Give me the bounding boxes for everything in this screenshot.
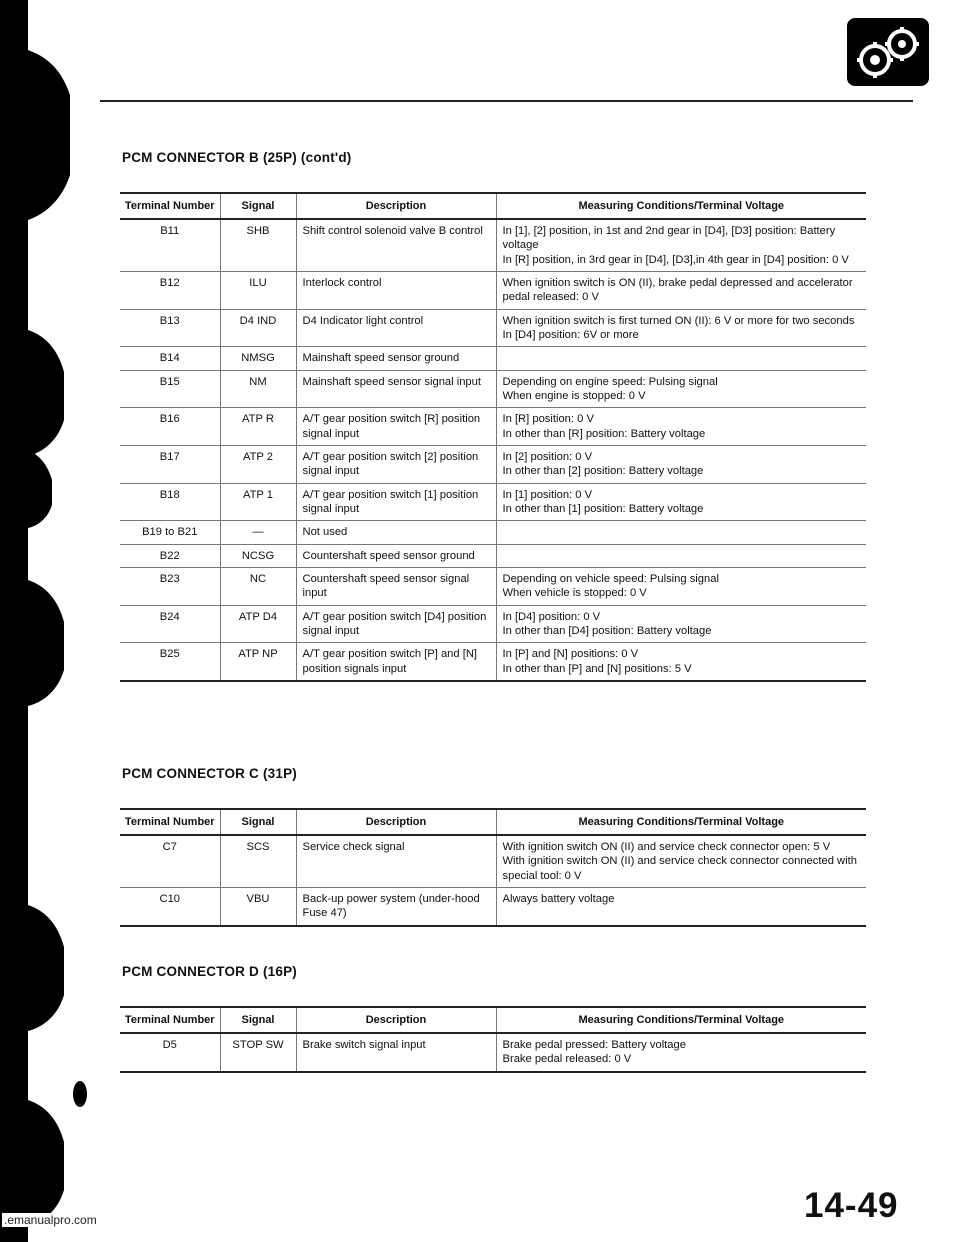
table-row (120, 567, 866, 605)
watermark-url: .emanualpro.com (4, 1213, 97, 1227)
conditions-cell (496, 1033, 866, 1072)
condition-line: In other than [1] position: Battery voltage (502, 503, 704, 515)
condition-line: Brake pedal released: 0 V (502, 1053, 632, 1066)
table-row (120, 309, 866, 347)
table-row (120, 521, 866, 544)
transmission-gear-icon (847, 18, 929, 86)
signal-cell: D4 IND (220, 309, 296, 347)
conditions-cell (496, 521, 866, 544)
condition-line: In other than [P] and [N] positions: 5 V (502, 662, 692, 675)
condition-line: With ignition switch ON (II) and service check connector open: 5 V (502, 841, 831, 854)
conditions-cell (496, 888, 866, 926)
condition-line: Depending on engine speed: Pulsing signal (502, 375, 718, 388)
col-signal: Signal (220, 1007, 296, 1033)
description-cell: D4 Indicator light control (296, 309, 496, 347)
condition-line: In [P] and [N] positions: 0 V (502, 648, 639, 661)
conditions-cell (496, 272, 866, 310)
terminal-number-cell: B25 (120, 643, 220, 681)
table-row (120, 272, 866, 310)
col-description: Description (296, 809, 496, 835)
table-row (120, 370, 866, 408)
col-terminal-number: Terminal Number (120, 1007, 220, 1033)
signal-cell: ATP 2 (220, 446, 296, 484)
header-rule (100, 100, 913, 102)
col-description: Description (296, 193, 496, 219)
description-cell: Brake switch signal input (296, 1033, 496, 1072)
col-description: Description (296, 1007, 496, 1033)
signal-cell: SCS (220, 835, 296, 887)
conditions-cell (496, 347, 866, 370)
table-row (120, 643, 866, 681)
connector-d-table (120, 1006, 866, 1073)
terminal-number-cell: B24 (120, 605, 220, 643)
col-conditions: Measuring Conditions/Terminal Voltage (496, 809, 866, 835)
description-cell: A/T gear position switch [2] position signal input (296, 446, 496, 484)
terminal-number-cell: B19 to B21 (120, 521, 220, 544)
description-cell: Back-up power system (under-hood Fuse 47) (296, 888, 496, 926)
description-cell: Mainshaft speed sensor ground (296, 347, 496, 370)
signal-cell: NCSG (220, 544, 296, 567)
description-cell: Not used (296, 521, 496, 544)
conditions-cell (496, 309, 866, 347)
col-conditions: Measuring Conditions/Terminal Voltage (496, 193, 866, 219)
table-row (120, 446, 866, 484)
terminal-number-cell: C10 (120, 888, 220, 926)
description-cell: Countershaft speed sensor ground (296, 544, 496, 567)
terminal-number-cell: B16 (120, 408, 220, 446)
condition-line: In [D4] position: 6V or more (502, 329, 639, 342)
table-row (120, 483, 866, 521)
terminal-number-cell: B22 (120, 544, 220, 567)
signal-cell: NM (220, 370, 296, 408)
terminal-number-cell: D5 (162, 1039, 177, 1052)
condition-line: In [1], [2] position, in 1st and 2nd gear in [D4], [D3] position: Battery voltage (502, 225, 836, 252)
terminal-number-cell: B12 (120, 272, 220, 310)
conditions-cell (496, 446, 866, 484)
description-cell: Mainshaft speed sensor signal input (296, 370, 496, 408)
col-terminal-number: Terminal Number (120, 193, 220, 219)
table-row (120, 888, 866, 926)
signal-cell: ATP D4 (220, 605, 296, 643)
signal-cell: SHB (220, 219, 296, 271)
conditions-cell (496, 219, 866, 271)
terminal-number-cell: B18 (120, 483, 220, 521)
signal-cell: ILU (220, 272, 296, 310)
signal-cell: STOP SW (220, 1033, 296, 1072)
condition-line: Depending on vehicle speed: Pulsing signal (502, 572, 719, 585)
table-row (120, 605, 866, 643)
table-row (120, 1033, 866, 1072)
section-title-connector-c: PCM CONNECTOR C (31P) (122, 766, 297, 781)
description-cell: A/T gear position switch [D4] position signal input (296, 605, 496, 643)
terminal-number-cell: B14 (120, 347, 220, 370)
description-cell: A/T gear position switch [1] position signal input (296, 483, 496, 521)
conditions-cell (496, 544, 866, 567)
condition-line: In other than [R] position: Battery voltage (502, 427, 706, 440)
description-cell: A/T gear position switch [R] position signal input (296, 408, 496, 446)
conditions-cell (496, 835, 866, 887)
condition-line: When ignition switch is first turned ON (II): 6 V or more for two seconds (502, 314, 855, 327)
terminal-number-cell: B15 (120, 370, 220, 408)
condition-line: In [D4] position: 0 V (502, 610, 601, 623)
signal-cell: — (220, 521, 296, 544)
condition-line: With ignition switch ON (II) and service check connector connected with special tool: 0 V (502, 855, 857, 882)
condition-line: In [R] position: 0 V (502, 413, 594, 426)
conditions-cell (496, 370, 866, 408)
condition-line: In [2] position: 0 V (502, 451, 593, 464)
signal-cell: ATP 1 (220, 483, 296, 521)
col-signal: Signal (220, 193, 296, 219)
condition-line: When vehicle is stopped: 0 V (502, 587, 647, 600)
signal-cell: ATP R (220, 408, 296, 446)
terminal-number-cell: C7 (162, 841, 177, 854)
table-row (120, 219, 866, 271)
description-cell: A/T gear position switch [P] and [N] position signals input (296, 643, 496, 681)
terminal-number-cell: B13 (120, 309, 220, 347)
signal-cell: NMSG (220, 347, 296, 370)
condition-line: In other than [2] position: Battery voltage (502, 465, 704, 478)
table-row (120, 544, 866, 567)
description-cell: Countershaft speed sensor signal input (296, 567, 496, 605)
description-cell: Service check signal (296, 835, 496, 887)
terminal-number-cell: B17 (120, 446, 220, 484)
condition-line: When ignition switch is ON (II), brake pedal depressed and accelerator pedal released: 0 V (502, 277, 853, 304)
col-conditions: Measuring Conditions/Terminal Voltage (496, 1007, 866, 1033)
page-number: 14-49 (804, 1186, 899, 1225)
col-terminal-number: Terminal Number (120, 809, 220, 835)
condition-line: Brake pedal pressed: Battery voltage (502, 1039, 686, 1052)
condition-line: In other than [D4] position: Battery voltage (502, 624, 712, 637)
table-row (120, 835, 866, 887)
section-title-connector-d: PCM CONNECTOR D (16P) (122, 964, 297, 979)
condition-line: In [1] position: 0 V (502, 488, 593, 501)
table-row (120, 347, 866, 370)
terminal-number-cell: B11 (160, 225, 180, 238)
conditions-cell (496, 643, 866, 681)
condition-line: When engine is stopped: 0 V (502, 390, 646, 403)
condition-line: In [R] position, in 3rd gear in [D4], [D3],in 4th gear in [D4] position: 0 V (502, 253, 849, 266)
terminal-number-cell: B23 (120, 567, 220, 605)
description-cell: Shift control solenoid valve B control (296, 219, 496, 271)
condition-line: Always battery voltage (502, 893, 615, 906)
section-title-connector-b: PCM CONNECTOR B (25P) (cont'd) (122, 150, 352, 165)
description-cell: Interlock control (296, 272, 496, 310)
signal-cell: NC (220, 567, 296, 605)
conditions-cell (496, 605, 866, 643)
signal-cell: VBU (220, 888, 296, 926)
conditions-cell (496, 567, 866, 605)
conditions-cell (496, 408, 866, 446)
connector-b-table (120, 192, 866, 682)
signal-cell: ATP NP (220, 643, 296, 681)
table-row (120, 408, 866, 446)
col-signal: Signal (220, 809, 296, 835)
connector-c-table (120, 808, 866, 927)
conditions-cell (496, 483, 866, 521)
